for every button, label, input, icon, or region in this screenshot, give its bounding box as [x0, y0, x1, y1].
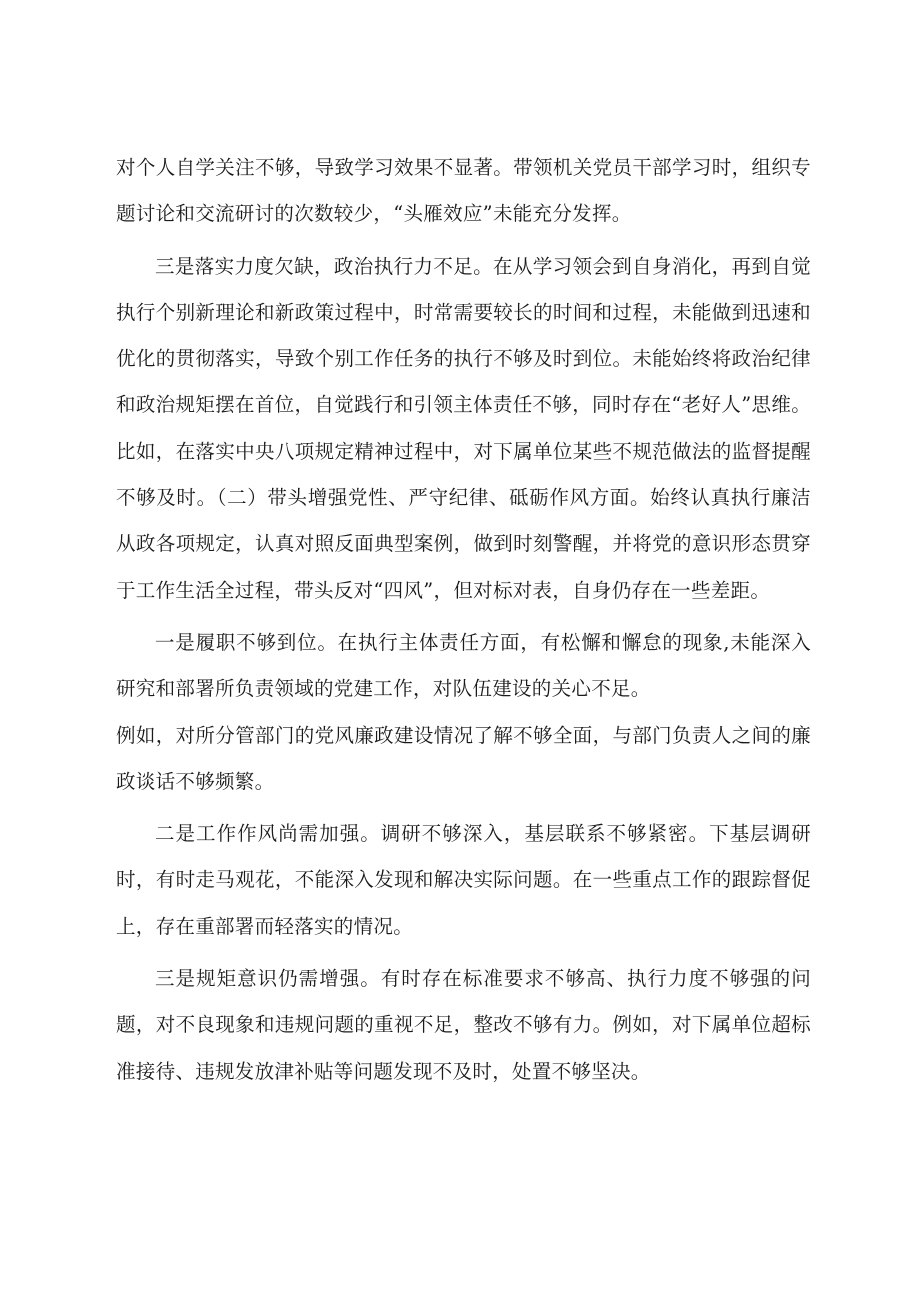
paragraph-rules-awareness: 三是规矩意识仍需增强。有时存在标准要求不够高、执行力度不够强的问题，对不良现象和违规问题的重视不足，整改不够有力。例如，对下属单位超标准接待、违规发放津补贴等问题发现不及时，处置不够坚决。 [116, 967, 811, 1083]
paragraph-continuation: 对个人自学关注不够，导致学习效果不显著。带领机关党员干部学习时，组织专题讨论和交流研讨的次数较少，“头雁效应”未能充分发挥。 [116, 156, 811, 226]
paragraph-example: 例如，对所分管部门的党风廉政建设情况了解不够全面，与部门负责人之间的廉政谈话不够频繁。 [116, 723, 811, 793]
paragraph-political-execution: 三是落实力度欠缺，政治执行力不足。在从学习领会到自身消化，再到自觉执行个别新理论和新政策过程中，时常需要较长的时间和过程，未能做到迅速和优化的贯彻落实，导致个别工作任务的执行不够及时到位。未能始终将政治纪律和政治规矩摆在首位，自觉践行和引领主体责任不够，同时存在“老好人”思维。比如，在落实中央八项规定精神过程中，对下属单位某些不规范做法的监督提醒不够及时。（二）带头增强党性、严守纪律、砥砺作风方面。始终认真执行廉洁从政各项规定，认真对照反面典型案例，做到时刻警醒，并将党的意识形态贯穿于工作生活全过程，带头反对“四风”，但对标对表，自身仍存在一些差距。 [116, 254, 811, 602]
paragraph-duty-performance: 一是履职不够到位。在执行主体责任方面，有松懈和懈怠的现象,未能深入研究和部署所负责领域的党建工作，对队伍建设的关心不足。 [116, 630, 811, 701]
paragraph-work-style: 二是工作作风尚需加强。调研不够深入，基层联系不够紧密。下基层调研时，有时走马观花，不能深入发现和解决实际问题。在一些重点工作的跟踪督促上，存在重部署而轻落实的情况。 [116, 822, 811, 938]
document-body [116, 145, 811, 1095]
